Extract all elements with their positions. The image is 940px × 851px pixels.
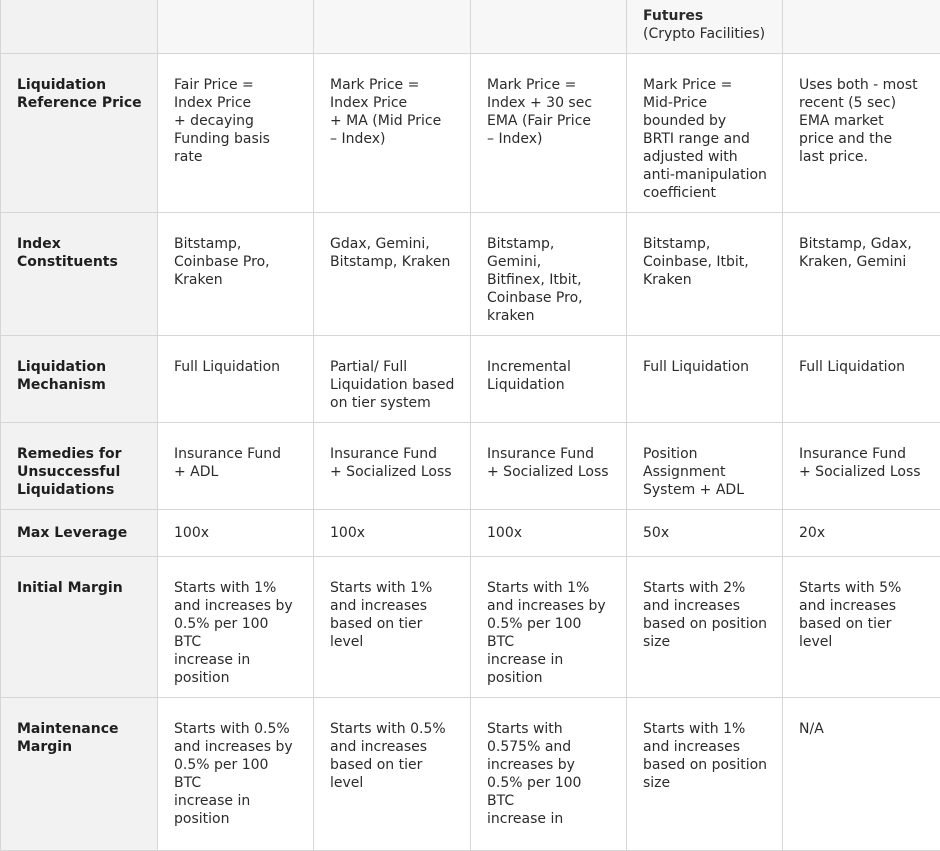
cell-text-line: Coinbase, Itbit, xyxy=(643,253,768,271)
cell-text-line: 0.5% per 100 BTC xyxy=(174,615,299,651)
row-header-cell xyxy=(1,336,158,423)
header-futures-subtitle: (Crypto Facilities) xyxy=(643,25,768,43)
cell-text-line: based on tier xyxy=(330,756,456,774)
table-cell xyxy=(314,336,471,423)
cell-text-line: Mid-Price xyxy=(643,94,768,112)
table-cell xyxy=(471,510,627,557)
row-header-text: Initial Margin xyxy=(17,579,143,597)
table-cell xyxy=(783,336,940,423)
cell-text-line: Kraken, Gemini xyxy=(799,253,926,271)
cell-text-line: Index Price xyxy=(330,94,456,112)
table-cell xyxy=(783,54,940,213)
table-cell xyxy=(314,510,471,557)
cell-text-line: + Socialized Loss xyxy=(330,463,456,481)
cell-text-line: Insurance Fund xyxy=(487,445,612,463)
cell-text-line: – Index) xyxy=(487,130,612,148)
cell-text-line: on tier system xyxy=(330,394,456,412)
cell-text-line: Incremental xyxy=(487,358,612,376)
table-cell xyxy=(158,54,314,213)
cell-text-line: 20x xyxy=(799,524,926,542)
cell-text-line: and increases by xyxy=(174,738,299,756)
cell-text-line: Mark Price = xyxy=(643,76,768,94)
cell-text-line: and increases xyxy=(643,738,768,756)
cell-text-line: Bitstamp, xyxy=(174,235,299,253)
row-header-cell xyxy=(1,698,158,851)
cell-text-line: level xyxy=(799,633,926,651)
row-header-cell xyxy=(1,557,158,698)
cell-text-line: Starts with 1% xyxy=(487,579,612,597)
table-cell xyxy=(627,213,783,336)
cell-text-line: increase in xyxy=(174,792,299,810)
table-row xyxy=(1,698,940,851)
table-cell xyxy=(471,698,627,851)
table-cell xyxy=(314,213,471,336)
cell-text-line: and increases by xyxy=(174,597,299,615)
table-cell xyxy=(158,557,314,698)
table-row xyxy=(1,423,940,510)
cell-text-line: Starts with 5% xyxy=(799,579,926,597)
cell-text-line: and increases xyxy=(330,597,456,615)
cell-text-line: and increases by xyxy=(487,597,612,615)
cell-text-line: Full Liquidation xyxy=(174,358,299,376)
cell-text-line: System + ADL xyxy=(643,481,768,499)
table-cell xyxy=(627,698,783,851)
cell-text-line: Starts with 1% xyxy=(330,579,456,597)
cell-text-line: Starts with 2% xyxy=(643,579,768,597)
cell-text-line: Bitfinex, Itbit, xyxy=(487,271,612,289)
cell-text-line: Fair Price = xyxy=(174,76,299,94)
cell-text-line: Insurance Fund xyxy=(330,445,456,463)
row-header-text: Margin xyxy=(17,738,143,756)
cell-text-line: Liquidation xyxy=(487,376,612,394)
cell-text-line: based on tier xyxy=(799,615,926,633)
cell-text-line: Insurance Fund xyxy=(799,445,926,463)
cell-text-line: + Socialized Loss xyxy=(487,463,612,481)
row-header-text: Constituents xyxy=(17,253,143,271)
table-cell xyxy=(314,557,471,698)
cell-text-line: + ADL xyxy=(174,463,299,481)
table-cell xyxy=(471,213,627,336)
header-cell-5 xyxy=(783,0,940,54)
table-cell xyxy=(627,423,783,510)
cell-text-line: Starts with 1% xyxy=(643,720,768,738)
header-cell-2 xyxy=(314,0,471,54)
row-header-text: Index xyxy=(17,235,143,253)
table-cell xyxy=(627,557,783,698)
cell-text-line: level xyxy=(330,633,456,651)
cell-text-line: Starts with 1% xyxy=(174,579,299,597)
cell-text-line: anti-manipulation xyxy=(643,166,768,184)
cell-text-line: Bitstamp, Gemini, xyxy=(487,235,612,271)
cell-text-line: based on position xyxy=(643,615,768,633)
cell-text-line: Mark Price = xyxy=(487,76,612,94)
table-cell xyxy=(158,336,314,423)
cell-text-line: bounded by xyxy=(643,112,768,130)
cell-text-line: – Index) xyxy=(330,130,456,148)
cell-text-line: Gdax, Gemini, xyxy=(330,235,456,253)
cell-text-line: based on position xyxy=(643,756,768,774)
table-cell xyxy=(314,54,471,213)
cell-text-line: Starts with xyxy=(487,720,612,738)
cell-text-line: Full Liquidation xyxy=(799,358,926,376)
cell-text-line: Starts with 0.5% xyxy=(174,720,299,738)
table-row xyxy=(1,510,940,557)
row-header-text: Unsuccessful xyxy=(17,463,143,481)
cell-text-line: EMA market xyxy=(799,112,926,130)
row-header-text: Liquidations xyxy=(17,481,143,499)
row-header-cell xyxy=(1,54,158,213)
cell-text-line: and increases xyxy=(330,738,456,756)
cell-text-line: increase in xyxy=(487,810,612,828)
header-row xyxy=(1,0,940,54)
cell-text-line: EMA (Fair Price xyxy=(487,112,612,130)
cell-text-line: based on tier xyxy=(330,615,456,633)
cell-text-line: 0.5% per 100 BTC xyxy=(174,756,299,792)
cell-text-line: Liquidation based xyxy=(330,376,456,394)
table-cell xyxy=(471,336,627,423)
cell-text-line: Insurance Fund xyxy=(174,445,299,463)
cell-text-line: position xyxy=(487,669,612,687)
cell-text-line: 0.5% per 100 BTC xyxy=(487,774,612,810)
cell-text-line: increase in xyxy=(174,651,299,669)
row-header-text: Mechanism xyxy=(17,376,143,394)
table-cell xyxy=(627,510,783,557)
table-cell xyxy=(627,54,783,213)
cell-text-line: BRTI range and xyxy=(643,130,768,148)
header-corner-cell xyxy=(1,0,158,54)
table-cell xyxy=(627,336,783,423)
cell-text-line: Index Price xyxy=(174,94,299,112)
cell-text-line: 100x xyxy=(174,524,299,542)
cell-text-line: Partial/ Full xyxy=(330,358,456,376)
table-row xyxy=(1,557,940,698)
cell-text-line: position xyxy=(174,669,299,687)
cell-text-line: Bitstamp, xyxy=(643,235,768,253)
cell-text-line: kraken xyxy=(487,307,612,325)
table-cell xyxy=(314,423,471,510)
row-header-text: Maintenance xyxy=(17,720,143,738)
table-row xyxy=(1,54,940,213)
cell-text-line: Bitstamp, Kraken xyxy=(330,253,456,271)
row-header-cell xyxy=(1,510,158,557)
cell-text-line: and increases xyxy=(643,597,768,615)
table-cell xyxy=(783,423,940,510)
cell-text-line: Starts with 0.5% xyxy=(330,720,456,738)
cell-text-line: Position xyxy=(643,445,768,463)
header-cell-3 xyxy=(471,0,627,54)
table-cell xyxy=(471,54,627,213)
cell-text-line: 100x xyxy=(330,524,456,542)
table-cell xyxy=(158,213,314,336)
table-cell xyxy=(783,698,940,851)
row-header-text: Reference Price xyxy=(17,94,143,112)
cell-text-line: size xyxy=(643,633,768,651)
header-cell-1 xyxy=(158,0,314,54)
cell-text-line: Mark Price = xyxy=(330,76,456,94)
table-cell xyxy=(471,423,627,510)
row-header-text: Liquidation xyxy=(17,76,143,94)
cell-text-line: + Socialized Loss xyxy=(799,463,926,481)
cell-text-line: Assignment xyxy=(643,463,768,481)
table-cell xyxy=(783,213,940,336)
cell-text-line: Bitstamp, Gdax, xyxy=(799,235,926,253)
cell-text-line: increase in xyxy=(487,651,612,669)
table-cell xyxy=(783,557,940,698)
cell-text-line: rate xyxy=(174,148,299,166)
cell-text-line: + decaying xyxy=(174,112,299,130)
cell-text-line: adjusted with xyxy=(643,148,768,166)
table-body xyxy=(1,54,940,851)
cell-text-line: position xyxy=(174,810,299,828)
row-header-text: Max Leverage xyxy=(17,524,143,542)
cell-text-line: Coinbase Pro, xyxy=(174,253,299,271)
cell-text-line: 0.5% per 100 BTC xyxy=(487,615,612,651)
table-cell xyxy=(471,557,627,698)
cell-text-line: Index + 30 sec xyxy=(487,94,612,112)
table-cell xyxy=(314,698,471,851)
cell-text-line: recent (5 sec) xyxy=(799,94,926,112)
cell-text-line: Coinbase Pro, xyxy=(487,289,612,307)
cell-text-line: + MA (Mid Price xyxy=(330,112,456,130)
cell-text-line: Funding basis xyxy=(174,130,299,148)
cell-text-line: price and the xyxy=(799,130,926,148)
row-header-cell xyxy=(1,213,158,336)
table-cell xyxy=(158,698,314,851)
cell-text-line: 0.575% and xyxy=(487,738,612,756)
table-cell xyxy=(158,510,314,557)
cell-text-line: Uses both - most xyxy=(799,76,926,94)
header-futures-title: Futures xyxy=(643,7,768,25)
table-row xyxy=(1,336,940,423)
cell-text-line: size xyxy=(643,774,768,792)
table-row xyxy=(1,213,940,336)
table-cell xyxy=(158,423,314,510)
cell-text-line: Kraken xyxy=(174,271,299,289)
cell-text-line: Full Liquidation xyxy=(643,358,768,376)
cell-text-line: Kraken xyxy=(643,271,768,289)
cell-text-line: N/A xyxy=(799,720,926,738)
table-cell xyxy=(783,510,940,557)
cell-text-line: coefficient xyxy=(643,184,768,202)
cell-text-line: and increases xyxy=(799,597,926,615)
cell-text-line: 100x xyxy=(487,524,612,542)
header-cell-4 xyxy=(627,0,783,54)
cell-text-line: 50x xyxy=(643,524,768,542)
cell-text-line: increases by xyxy=(487,756,612,774)
cell-text-line: level xyxy=(330,774,456,792)
row-header-cell xyxy=(1,423,158,510)
row-header-text: Liquidation xyxy=(17,358,143,376)
cell-text-line: last price. xyxy=(799,148,926,166)
row-header-text: Remedies for xyxy=(17,445,143,463)
